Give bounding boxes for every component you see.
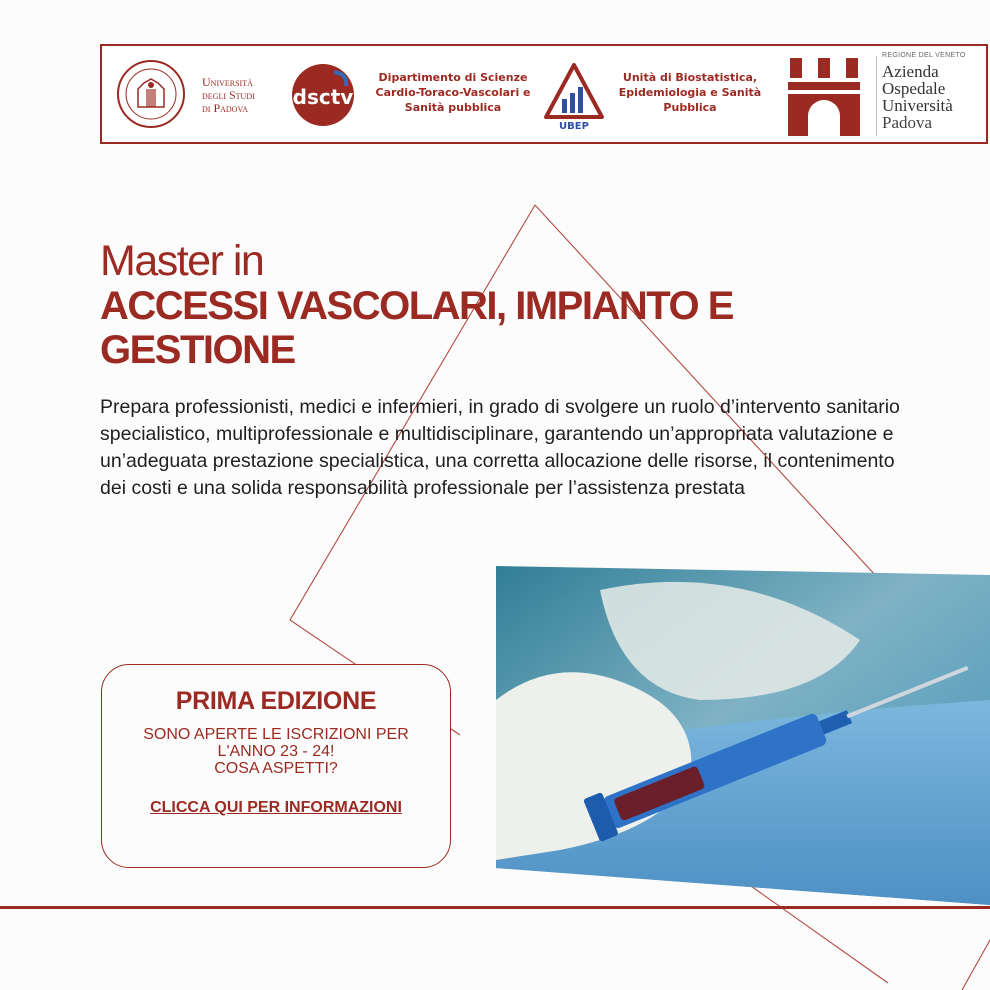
- title-main-line: GESTIONE: [100, 328, 295, 372]
- department-name-line: Sanità pubblica: [404, 101, 502, 114]
- footer-divider: [0, 906, 990, 909]
- title-main-line: ACCESSI VASCOLARI, IMPIANTO E: [100, 284, 733, 328]
- hospital-name-line: Azienda: [882, 62, 939, 81]
- hospital-city: Padova: [882, 113, 933, 132]
- ubep-name-line: Epidemiologia e Sanità: [618, 86, 762, 99]
- enrollment-message: [102, 726, 450, 777]
- department-name-line: Dipartimento di Scienze: [378, 71, 528, 84]
- enrollment-message-line: COSA ASPETTI?: [214, 760, 338, 777]
- university-name-line: di Padova: [202, 101, 248, 115]
- edition-title: PRIMA EDIZIONE: [175, 687, 377, 715]
- university-name-line: Università: [202, 75, 253, 89]
- department-name-line: Cardio-Toraco-Vascolari e: [375, 86, 531, 99]
- ubep-name-line: Pubblica: [663, 101, 717, 114]
- department-monogram: dsctv: [292, 85, 354, 109]
- enrollment-message-line: L'ANNO 23 - 24!: [217, 743, 335, 760]
- info-link[interactable]: CLICCA QUI PER INFORMAZIONI: [150, 799, 402, 816]
- ubep-acronym: UBEP: [559, 121, 589, 131]
- hospital-name-line: Ospedale: [882, 79, 946, 98]
- hospital-region: REGIONE DEL VENETO: [882, 52, 966, 59]
- course-description: Prepara professionisti, medici e infermieri, in grado di svolgere un ruolo d’intervento sanitario specialistico, multiprofessionale e multidisciplinare, garantendo un’appropriata valutazione e un’adeguata prestazione specialistica, una corretta allocazione delle risorse, il contenimento dei costi e una solida responsabilità professionale per l’assistenza prestata: [100, 396, 900, 499]
- enrollment-card: [101, 664, 451, 868]
- ubep-name-line: Unità di Biostatistica,: [622, 71, 758, 84]
- enrollment-message-line: SONO APERTE LE ISCRIZIONI PER: [143, 726, 409, 743]
- university-name-line: degli Studi: [202, 88, 255, 102]
- hospital-name-line: Università: [882, 96, 953, 115]
- title-prefix: Master in: [100, 237, 264, 285]
